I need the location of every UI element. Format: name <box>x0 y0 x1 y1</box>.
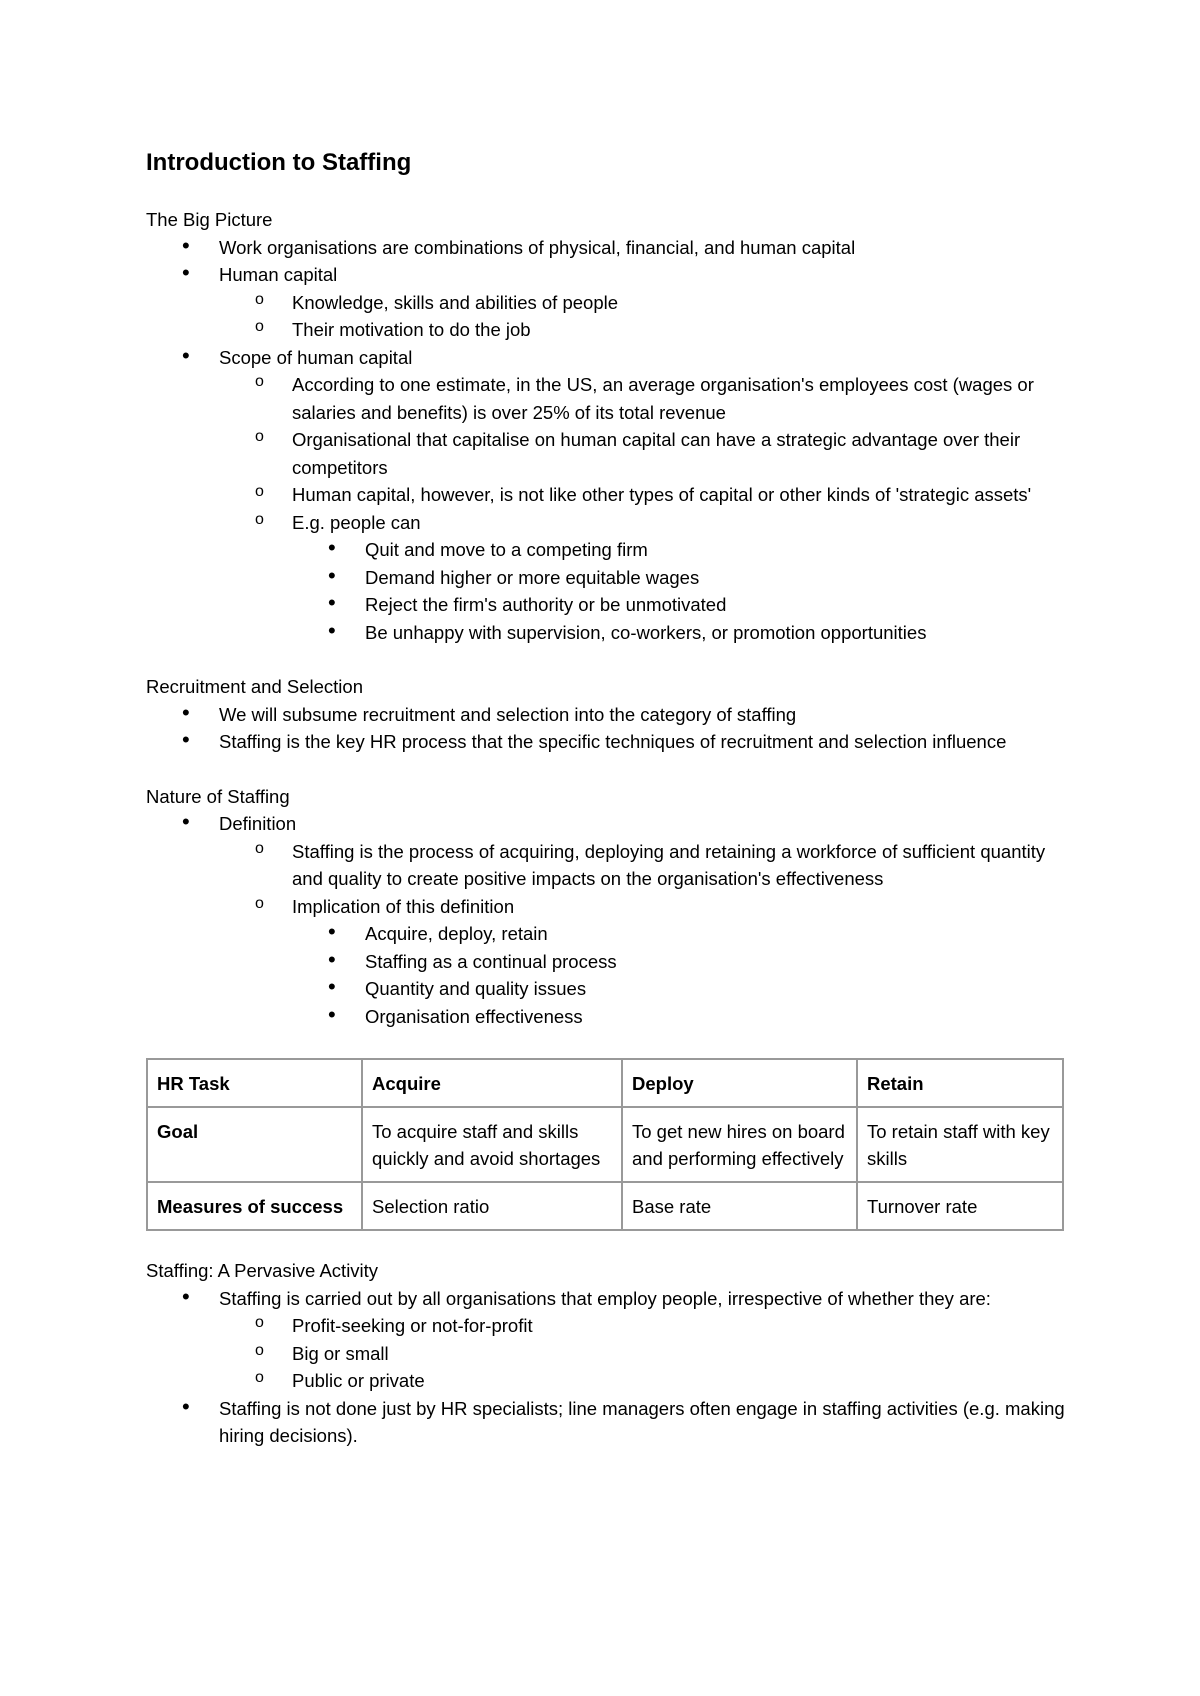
sub-sublist-item: • Be unhappy with supervision, co-workers, or promotion opportunities <box>292 619 1066 647</box>
sublist-item: o According to one estimate, in the US, an average organisation's employees cost (wages or salaries and benefits) is over 25% of its total revenue <box>219 371 1066 426</box>
table-row-header: Goal <box>147 1107 362 1182</box>
table-header-row <box>147 1059 1063 1107</box>
section-heading-big-picture: The Big Picture <box>146 209 273 230</box>
sublist-item-label: E.g. people can <box>292 511 421 533</box>
big-picture-list <box>146 234 1066 647</box>
sublist <box>219 1312 1066 1395</box>
table-cell: Selection ratio <box>362 1182 622 1230</box>
sublist <box>219 289 1066 344</box>
hr-task-table <box>146 1058 1064 1231</box>
sublist-item-label: Implication of this definition <box>292 895 515 917</box>
list-item: • Work organisations are combinations of physical, financial, and human capital <box>146 234 1066 262</box>
table-cell: To retain staff with key skills <box>857 1107 1063 1182</box>
table-cell: To get new hires on board and performing effectively <box>622 1107 857 1182</box>
table-header-cell: Retain <box>857 1059 1063 1107</box>
sublist-item: o Organisational that capitalise on human capital can have a strategic advantage over their competitors <box>219 426 1066 481</box>
sublist-item: o Staffing is the process of acquiring, deploying and retaining a workforce of sufficient quantity and quality to create positive impacts on the organisation's effectiveness <box>219 838 1066 893</box>
spacer <box>146 756 1066 783</box>
sublist-item <box>219 893 1066 1031</box>
section-heading-nature: Nature of Staffing <box>146 785 290 807</box>
list-item <box>146 261 1066 344</box>
sublist-item: o Their motivation to do the job <box>219 316 1066 344</box>
list-item-label: Definition <box>219 813 297 834</box>
sublist-item: o Profit-seeking or not-for-profit <box>219 1312 1066 1340</box>
table-header-cell: Acquire <box>362 1059 622 1107</box>
pervasive-list <box>146 1285 1066 1450</box>
sublist-item: o Public or private <box>219 1367 1066 1395</box>
sub-sublist-item: • Acquire, deploy, retain <box>292 920 1066 948</box>
section-heading-recruitment: Recruitment and Selection <box>146 676 363 697</box>
sub-sublist-item: • Demand higher or more equitable wages <box>292 564 1066 592</box>
sub-sublist <box>292 920 1066 1030</box>
document-page <box>146 148 1066 1450</box>
document-title: Introduction to Staffing <box>146 149 412 176</box>
sub-sublist-item: • Staffing as a continual process <box>292 948 1066 976</box>
list-item <box>146 810 1066 1030</box>
sublist-item: o Human capital, however, is not like other types of capital or other kinds of 'strategic assets' <box>219 481 1066 509</box>
table-cell: Turnover rate <box>857 1182 1063 1230</box>
sub-sublist-item: • Quit and move to a competing firm <box>292 536 1066 564</box>
table-cell: Base rate <box>622 1182 857 1230</box>
sublist <box>219 838 1066 1031</box>
list-item: • Staffing is not done just by HR specialists; line managers often engage in staffing activities (e.g. making hiring decisions). <box>146 1395 1066 1450</box>
sublist <box>219 371 1066 646</box>
list-item-label: Staffing is carried out by all organisations that employ people, irrespective of whether they are: <box>219 1287 991 1309</box>
sub-sublist-item: • Quantity and quality issues <box>292 975 1066 1003</box>
recruitment-list <box>146 701 1066 756</box>
sublist-item: o Knowledge, skills and abilities of people <box>219 289 1066 317</box>
spacer <box>146 646 1066 673</box>
list-item <box>146 1285 1066 1395</box>
list-item-label: Scope of human capital <box>219 346 413 368</box>
list-item: • We will subsume recruitment and selection into the category of staffing <box>146 701 1066 729</box>
sublist-item: o Big or small <box>219 1340 1066 1368</box>
sub-sublist-item: • Organisation effectiveness <box>292 1003 1066 1031</box>
table-header-cell: HR Task <box>147 1059 362 1107</box>
table-row-header: Measures of success <box>147 1182 362 1230</box>
sub-sublist <box>292 536 1066 646</box>
list-item-label: Human capital <box>219 264 338 285</box>
section-heading-pervasive: Staffing: A Pervasive Activity <box>146 1260 379 1281</box>
table-row <box>147 1182 1063 1230</box>
list-item: • Staffing is the key HR process that the specific techniques of recruitment and selection influence <box>146 728 1066 756</box>
list-item <box>146 344 1066 647</box>
table-cell: To acquire staff and skills quickly and avoid shortages <box>362 1107 622 1182</box>
nature-list <box>146 810 1066 1030</box>
table-row <box>147 1107 1063 1182</box>
table-header-cell: Deploy <box>622 1059 857 1107</box>
sub-sublist-item: • Reject the firm's authority or be unmotivated <box>292 591 1066 619</box>
sublist-item <box>219 509 1066 647</box>
